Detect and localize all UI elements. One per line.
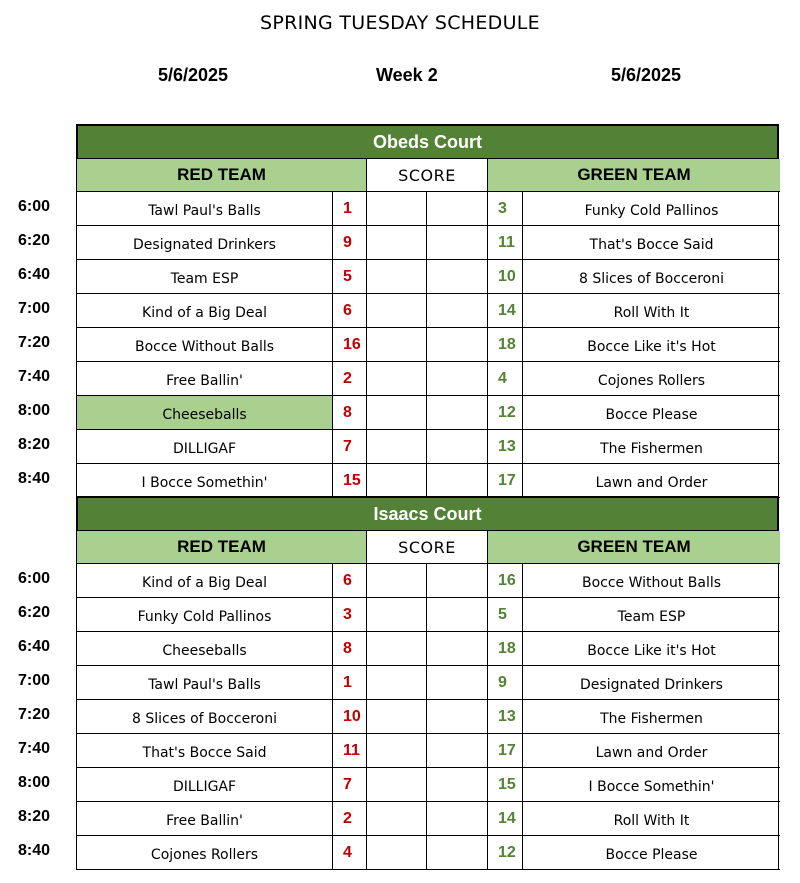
red-score-cell[interactable]	[367, 464, 427, 498]
red-team-number: 11	[333, 734, 367, 768]
red-score-cell[interactable]	[367, 396, 427, 430]
score-header: SCORE	[367, 531, 488, 564]
red-score-cell[interactable]	[367, 564, 427, 598]
game-time: 8:00	[18, 774, 51, 791]
red-team-number: 7	[333, 768, 367, 802]
red-team-number: 8	[333, 632, 367, 666]
game-row	[76, 802, 779, 836]
green-team-number: 12	[488, 836, 523, 870]
court-title: Obeds Court	[76, 124, 779, 159]
green-team-name: Funky Cold Pallinos	[523, 192, 780, 226]
green-team-name: Designated Drinkers	[523, 666, 780, 700]
game-row	[76, 700, 779, 734]
game-row	[76, 464, 779, 498]
red-score-cell[interactable]	[367, 768, 427, 802]
red-team-name: Tawl Paul's Balls	[77, 192, 333, 226]
game-row	[76, 564, 779, 598]
red-score-cell[interactable]	[367, 260, 427, 294]
green-team-name: I Bocce Somethin'	[523, 768, 780, 802]
court-title: Isaacs Court	[76, 496, 779, 531]
red-team-number: 4	[333, 836, 367, 870]
green-team-name: Roll With It	[523, 802, 780, 836]
game-time: 7:20	[18, 706, 51, 723]
green-score-cell[interactable]	[427, 836, 488, 870]
green-score-cell[interactable]	[427, 396, 488, 430]
green-score-cell[interactable]	[427, 632, 488, 666]
red-score-cell[interactable]	[367, 598, 427, 632]
green-team-name: Bocce Like it's Hot	[523, 632, 780, 666]
column-header-row	[76, 159, 779, 192]
game-row	[76, 226, 779, 260]
green-team-number: 12	[488, 396, 523, 430]
red-score-cell[interactable]	[367, 226, 427, 260]
red-team-name: Kind of a Big Deal	[77, 294, 333, 328]
green-team-name: Team ESP	[523, 598, 780, 632]
game-row	[76, 328, 779, 362]
green-team-number: 14	[488, 294, 523, 328]
date-left: 5/6/2025	[158, 65, 229, 85]
game-row	[76, 734, 779, 768]
green-team-header: GREEN TEAM	[488, 159, 780, 192]
red-team-name: Cojones Rollers	[77, 836, 333, 870]
red-team-name: Bocce Without Balls	[77, 328, 333, 362]
red-team-name: Free Ballin'	[77, 362, 333, 396]
red-score-cell[interactable]	[367, 734, 427, 768]
red-score-cell[interactable]	[367, 802, 427, 836]
green-score-cell[interactable]	[427, 328, 488, 362]
green-team-number: 17	[488, 464, 523, 498]
red-team-header: RED TEAM	[77, 531, 367, 564]
red-team-number: 1	[333, 192, 367, 226]
game-row	[76, 666, 779, 700]
green-team-name: Bocce Please	[523, 836, 780, 870]
game-time: 7:00	[18, 672, 51, 689]
game-time: 8:00	[18, 402, 51, 419]
game-time: 8:40	[18, 842, 51, 859]
game-time: 6:40	[18, 266, 51, 283]
green-score-cell[interactable]	[427, 362, 488, 396]
column-header-row	[76, 531, 779, 564]
red-team-number: 2	[333, 362, 367, 396]
game-row	[76, 260, 779, 294]
green-team-number: 9	[488, 666, 523, 700]
red-team-name: Funky Cold Pallinos	[77, 598, 333, 632]
red-team-name: Free Ballin'	[77, 802, 333, 836]
red-team-name: Cheeseballs	[77, 396, 333, 430]
green-score-cell[interactable]	[427, 294, 488, 328]
green-score-cell[interactable]	[427, 666, 488, 700]
red-team-number: 3	[333, 598, 367, 632]
red-team-name: I Bocce Somethin'	[77, 464, 333, 498]
game-time: 8:40	[18, 470, 51, 487]
green-score-cell[interactable]	[427, 564, 488, 598]
game-row	[76, 632, 779, 666]
red-score-cell[interactable]	[367, 192, 427, 226]
green-score-cell[interactable]	[427, 734, 488, 768]
green-score-cell[interactable]	[427, 598, 488, 632]
game-time: 6:20	[18, 604, 51, 621]
game-time: 6:00	[18, 570, 51, 587]
green-team-number: 17	[488, 734, 523, 768]
green-team-number: 13	[488, 700, 523, 734]
game-time: 7:40	[18, 740, 51, 757]
game-row	[76, 598, 779, 632]
red-score-cell[interactable]	[367, 700, 427, 734]
red-team-number: 10	[333, 700, 367, 734]
green-team-number: 18	[488, 328, 523, 362]
green-team-number: 16	[488, 564, 523, 598]
red-team-number: 5	[333, 260, 367, 294]
red-team-name: That's Bocce Said	[77, 734, 333, 768]
red-team-number: 16	[333, 328, 367, 362]
red-score-cell[interactable]	[367, 294, 427, 328]
week-label: Week 2	[376, 65, 438, 85]
red-score-cell[interactable]	[367, 328, 427, 362]
red-score-cell[interactable]	[367, 666, 427, 700]
game-row	[76, 294, 779, 328]
green-team-name: That's Bocce Said	[523, 226, 780, 260]
green-team-name: Cojones Rollers	[523, 362, 780, 396]
green-team-name: Bocce Without Balls	[523, 564, 780, 598]
game-row	[76, 362, 779, 396]
green-team-number: 18	[488, 632, 523, 666]
red-score-cell[interactable]	[367, 362, 427, 396]
green-score-cell[interactable]	[427, 430, 488, 464]
green-score-cell[interactable]	[427, 768, 488, 802]
red-team-name: Designated Drinkers	[77, 226, 333, 260]
green-team-name: Roll With It	[523, 294, 780, 328]
game-time: 8:20	[18, 808, 51, 825]
red-score-cell[interactable]	[367, 632, 427, 666]
red-team-name: Team ESP	[77, 260, 333, 294]
red-team-number: 1	[333, 666, 367, 700]
green-team-number: 14	[488, 802, 523, 836]
green-team-name: Lawn and Order	[523, 464, 780, 498]
red-team-name: DILLIGAF	[77, 768, 333, 802]
green-team-name: The Fishermen	[523, 430, 780, 464]
red-score-cell[interactable]	[367, 836, 427, 870]
red-team-number: 6	[333, 564, 367, 598]
game-time: 7:40	[18, 368, 51, 385]
game-time: 6:00	[18, 198, 51, 215]
green-team-name: Lawn and Order	[523, 734, 780, 768]
green-team-number: 10	[488, 260, 523, 294]
red-team-name: Cheeseballs	[77, 632, 333, 666]
game-row	[76, 768, 779, 802]
green-score-cell[interactable]	[427, 802, 488, 836]
game-row	[76, 396, 779, 430]
red-team-name: Kind of a Big Deal	[77, 564, 333, 598]
red-team-number: 7	[333, 430, 367, 464]
green-team-name: Bocce Like it's Hot	[523, 328, 780, 362]
red-team-number: 8	[333, 396, 367, 430]
game-time: 6:20	[18, 232, 51, 249]
green-team-number: 11	[488, 226, 523, 260]
red-team-header: RED TEAM	[77, 159, 367, 192]
red-team-name: 8 Slices of Bocceroni	[77, 700, 333, 734]
green-team-header: GREEN TEAM	[488, 531, 780, 564]
green-team-number: 13	[488, 430, 523, 464]
green-team-number: 15	[488, 768, 523, 802]
red-team-number: 2	[333, 802, 367, 836]
green-team-name: The Fishermen	[523, 700, 780, 734]
game-time: 7:20	[18, 334, 51, 351]
green-score-cell[interactable]	[427, 192, 488, 226]
date-right: 5/6/2025	[611, 65, 682, 85]
green-team-name: 8 Slices of Bocceroni	[523, 260, 780, 294]
game-time: 6:40	[18, 638, 51, 655]
red-team-number: 6	[333, 294, 367, 328]
red-team-name: DILLIGAF	[77, 430, 333, 464]
green-team-number: 5	[488, 598, 523, 632]
green-score-cell[interactable]	[427, 260, 488, 294]
game-time: 8:20	[18, 436, 51, 453]
red-team-number: 9	[333, 226, 367, 260]
score-header: SCORE	[367, 159, 488, 192]
red-team-name: Tawl Paul's Balls	[77, 666, 333, 700]
red-team-number: 15	[333, 464, 367, 498]
game-row	[76, 836, 779, 870]
game-time: 7:00	[18, 300, 51, 317]
red-score-cell[interactable]	[367, 430, 427, 464]
green-score-cell[interactable]	[427, 464, 488, 498]
game-row	[76, 430, 779, 464]
green-team-number: 3	[488, 192, 523, 226]
game-row	[76, 192, 779, 226]
green-score-cell[interactable]	[427, 226, 488, 260]
schedule-title: SPRING TUESDAY SCHEDULE	[260, 12, 540, 34]
green-team-name: Bocce Please	[523, 396, 780, 430]
green-score-cell[interactable]	[427, 700, 488, 734]
green-team-number: 4	[488, 362, 523, 396]
